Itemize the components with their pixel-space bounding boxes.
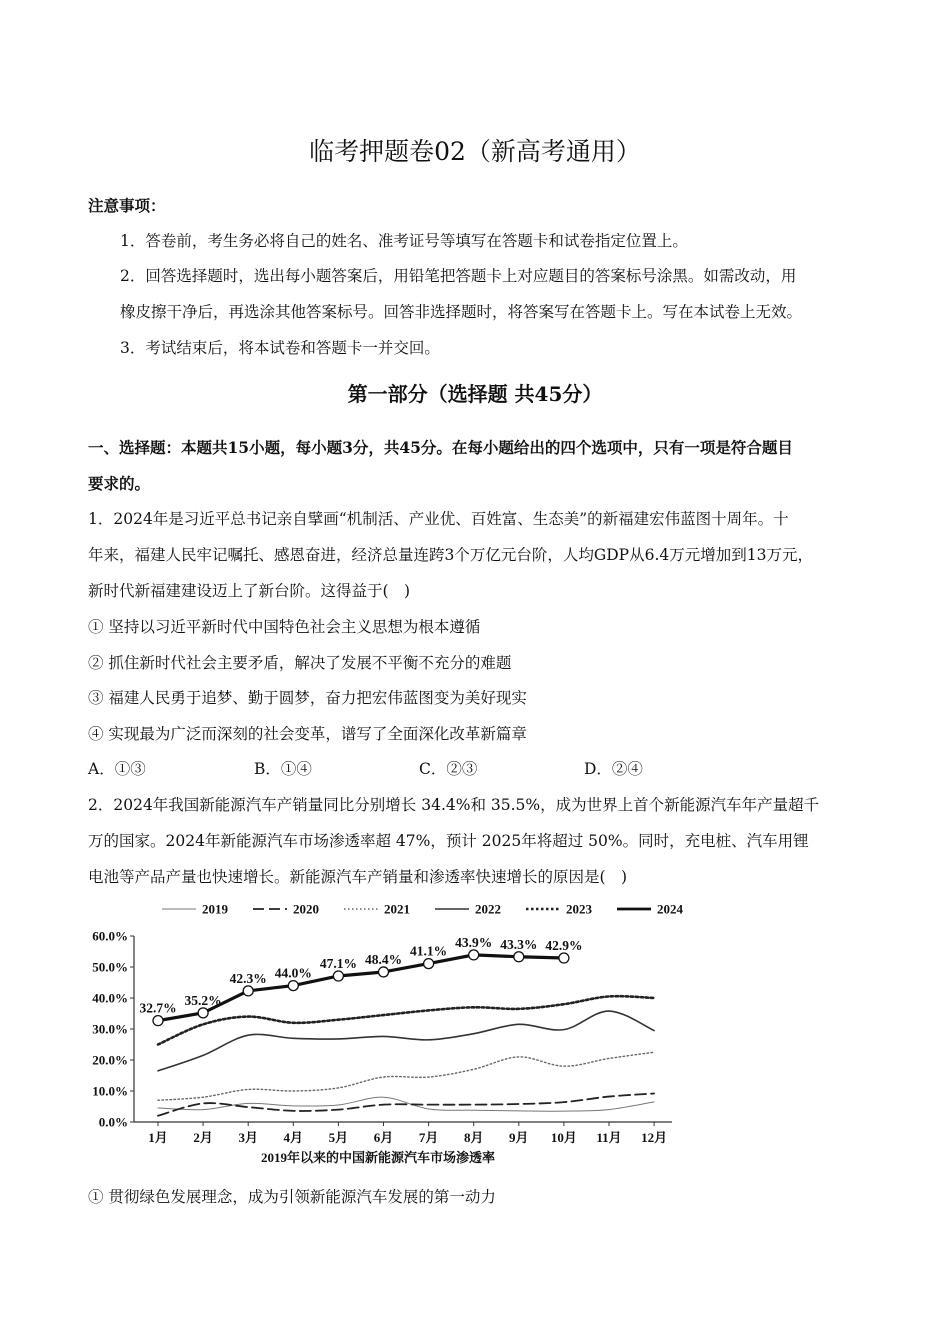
series-line-2024 bbox=[158, 955, 564, 1021]
q2-stem-line: 电池等产品产量也快速增长。新能源汽车产销量和渗透率快速增长的原因是( ) bbox=[88, 868, 628, 886]
data-point-2024 bbox=[559, 953, 569, 963]
series-line-2022 bbox=[158, 1011, 654, 1071]
x-tick-label: 3月 bbox=[238, 1130, 258, 1145]
data-label: 41.1% bbox=[410, 943, 448, 959]
data-point-2024 bbox=[333, 971, 343, 981]
data-point-2024 bbox=[469, 950, 479, 960]
q1-option-d[interactable]: D．②④ bbox=[584, 760, 643, 778]
q1-option-a[interactable]: A．①③ bbox=[88, 760, 146, 778]
data-point-2024 bbox=[153, 1016, 163, 1026]
data-label: 42.9% bbox=[545, 938, 583, 954]
q1-statement: ④ 实现最为广泛而深刻的社会变革，谱写了全面深化改革新篇章 bbox=[88, 725, 527, 743]
legend-label: 2020 bbox=[293, 901, 319, 917]
series-line-2023 bbox=[158, 996, 654, 1044]
notice-item: 橡皮擦干净后，再选涂其他答案标号。回答非选择题时，将答案写在答题卡上。写在本试卷上无效。 bbox=[120, 303, 803, 321]
y-tick-label: 30.0% bbox=[92, 1021, 128, 1037]
x-tick-label: 10月 bbox=[550, 1130, 577, 1145]
series-line-2020 bbox=[158, 1093, 654, 1115]
data-point-2024 bbox=[514, 952, 524, 962]
x-tick-label: 7月 bbox=[418, 1130, 439, 1145]
y-tick-label: 50.0% bbox=[92, 959, 128, 975]
data-label: 48.4% bbox=[364, 951, 403, 967]
y-tick-label: 0.0% bbox=[98, 1114, 128, 1130]
section-intro-line: 要求的。 bbox=[88, 474, 151, 493]
q1-stem-line: 年来，福建人民牢记嘱托、感恩奋进，经济总量连跨3个万亿元台阶，人均GDP从6.4万元增加到13万元， bbox=[88, 546, 813, 564]
notice-item: 3．考试结束后，将本试卷和答题卡一并交回。 bbox=[120, 339, 440, 357]
legend-label: 2022 bbox=[475, 901, 501, 917]
x-tick-label: 4月 bbox=[283, 1130, 304, 1145]
q2-stem-line: 2．2024年我国新能源汽车产销量同比分别增长 34.4%和 35.5%，成为世界上首个新能源汽车年产量超千 bbox=[88, 796, 820, 814]
x-tick-label: 9月 bbox=[509, 1130, 529, 1145]
data-label: 47.1% bbox=[319, 955, 357, 971]
x-tick-label: 1月 bbox=[148, 1130, 168, 1145]
notice-heading: 注意事项： bbox=[88, 196, 166, 215]
legend-label: 2019 bbox=[202, 901, 228, 917]
q1-option-b[interactable]: B．①④ bbox=[254, 760, 312, 778]
data-label: 35.2% bbox=[184, 992, 222, 1008]
x-tick-label: 8月 bbox=[463, 1130, 484, 1145]
series-line-2021 bbox=[158, 1052, 654, 1100]
y-tick-label: 10.0% bbox=[92, 1083, 128, 1099]
data-label: 43.9% bbox=[455, 934, 493, 950]
q1-statement: ③ 福建人民勇于追梦、勤于圆梦，奋力把宏伟蓝图变为美好现实 bbox=[88, 689, 527, 707]
y-tick-label: 20.0% bbox=[92, 1052, 128, 1068]
data-label: 42.3% bbox=[229, 970, 267, 986]
chart-title: 2019年以来的中国新能源汽车市场渗透率 bbox=[260, 1150, 496, 1165]
data-point-2024 bbox=[288, 981, 298, 991]
penetration-line-chart bbox=[84, 896, 684, 1172]
q1-statement: ② 抓住新时代社会主要矛盾，解决了发展不平衡不充分的难题 bbox=[88, 654, 512, 672]
notice-item: 1．答卷前，考生务必将自己的姓名、准考证号等填写在答题卡和试卷指定位置上。 bbox=[120, 232, 688, 250]
section-intro-line: 一、选择题：本题共15小题，每小题3分，共45分。在每小题给出的四个选项中，只有一项是符合题目 bbox=[88, 438, 793, 457]
x-tick-label: 6月 bbox=[373, 1130, 394, 1145]
data-point-2024 bbox=[379, 967, 389, 977]
page-title: 临考押题卷02（新高考通用） bbox=[309, 137, 641, 166]
y-tick-label: 40.0% bbox=[92, 990, 128, 1006]
x-tick-label: 5月 bbox=[328, 1130, 349, 1145]
data-label: 44.0% bbox=[274, 965, 312, 981]
data-label: 32.7% bbox=[139, 1000, 177, 1016]
data-point-2024 bbox=[424, 959, 434, 969]
notice-item: 2．回答选择题时，选出每小题答案后，用铅笔把答题卡上对应题目的答案标号涂黑。如需改动，用 bbox=[120, 267, 797, 285]
x-tick-label: 2月 bbox=[193, 1130, 213, 1145]
data-label: 43.3% bbox=[500, 936, 538, 952]
legend-label: 2024 bbox=[657, 901, 683, 917]
q1-stem-line: 1．2024年是习近平总书记亲自擘画“机制活、产业优、百姓富、生态美”的新福建宏伟蓝图十周年。十 bbox=[88, 510, 789, 528]
q2-stem-line: 万的国家。2024年新能源汽车市场渗透率超 47%，预计 2025年将超过 50%。同时，充电桩、汽车用锂 bbox=[88, 832, 809, 850]
legend-label: 2021 bbox=[384, 901, 410, 917]
data-point-2024 bbox=[243, 986, 253, 996]
q1-option-c[interactable]: C．②③ bbox=[419, 760, 478, 778]
section-title: 第一部分（选择题 共45分） bbox=[347, 382, 603, 406]
x-tick-label: 12月 bbox=[641, 1130, 668, 1145]
y-tick-label: 60.0% bbox=[92, 928, 128, 944]
q2-statement: ① 贯彻绿色发展理念，成为引领新能源汽车发展的第一动力 bbox=[88, 1188, 496, 1206]
q1-stem-line: 新时代新福建建设迈上了新台阶。这得益于( ) bbox=[88, 582, 411, 600]
x-tick-label: 11月 bbox=[596, 1130, 622, 1145]
legend-label: 2023 bbox=[566, 901, 592, 917]
data-point-2024 bbox=[198, 1008, 208, 1018]
q1-statement: ① 坚持以习近平新时代中国特色社会主义思想为根本遵循 bbox=[88, 618, 481, 636]
